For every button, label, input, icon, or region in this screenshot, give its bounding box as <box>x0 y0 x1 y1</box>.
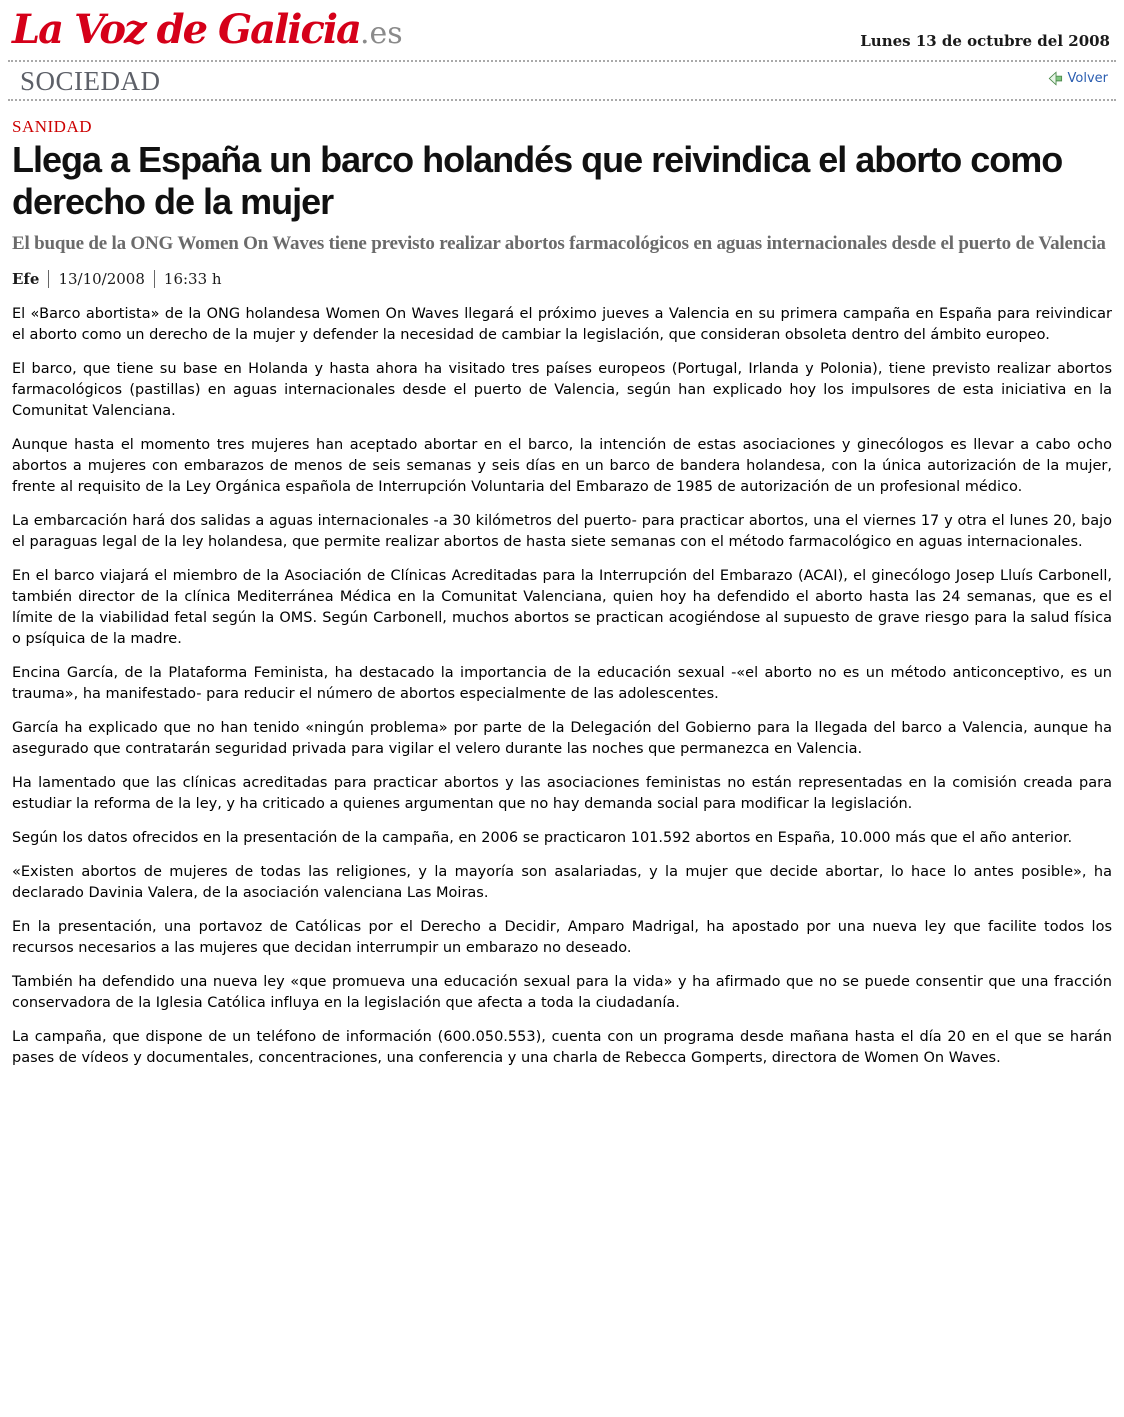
article-paragraph: El barco, que tiene su base en Holanda y hasta ahora ha visitado tres países europeos (Portugal, Irlanda y Polonia), tiene previsto realizar abortos farmacológicos (pastillas) en aguas internacionales desde el puerto de Valencia, según han explicado hoy los impulsores de esta iniciativa en la Comunitat Valenciana. <box>12 360 1112 419</box>
byline-agency: Efe <box>12 269 40 288</box>
article <box>0 101 1124 1069</box>
article-paragraph: Aunque hasta el momento tres mujeres han aceptado abortar en el barco, la intención de estas asociaciones y ginecólogos es llevar a cabo ocho abortos a mujeres con embarazos de menos de seis semanas y seis días en un barco de bandera holandesa, con la única autorización de la mujer, frente al requisito de la Ley Orgánica española de Interrupción Voluntaria del Embarazo de 1985 de autorización de un profesional médico. <box>12 436 1112 495</box>
article-paragraph: En la presentación, una portavoz de Católicas por el Derecho a Decidir, Amparo Madrigal, ha apostado por una nueva ley que facilite todos los recursos necesarios a las mujeres que decidan interrumpir un embarazo no deseado. <box>12 919 1112 957</box>
article-paragraph: Según los datos ofrecidos en la presentación de la campaña, en 2006 se practicaron 101.592 abortos en España, 10.000 más que el año anterior. <box>12 830 1073 846</box>
back-link-label: Volver <box>1067 71 1108 86</box>
site-logo-text: La Voz de Galicia <box>12 6 360 53</box>
article-kicker: SANIDAD <box>12 117 92 136</box>
article-headline: Llega a España un barco holandés que reivindica el aborto como derecho de la mujer <box>12 139 1063 223</box>
article-paragraph: «Existen abortos de mujeres de todas las religiones, y la mayoría son asalariadas, y la mujer que decide abortar, lo hace lo antes posible», ha declarado Davinia Valera, de la asociación valenciana Las Moiras. <box>12 864 1112 902</box>
article-paragraph: El «Barco abortista» de la ONG holandesa Women On Waves llegará el próximo jueves a Valencia en su primera campaña en España para reivindicar el aborto como un derecho de la mujer y defender la necesidad de cambiar la legislación, que consideran obsoleta dentro del ámbito europeo. <box>12 305 1112 343</box>
byline-time: 16:33 h <box>163 269 222 288</box>
back-arrow-icon <box>1048 71 1063 86</box>
article-subtitle: El buque de la ONG Women On Waves tiene previsto realizar abortos farmacológicos en aguas internacionales desde el puerto de Valencia <box>12 232 1106 254</box>
byline-date: 13/10/2008 <box>58 269 145 288</box>
article-paragraph: La embarcación hará dos salidas a aguas internacionales -a 30 kilómetros del puerto- para practicar abortos, una el viernes 17 y otra el lunes 20, bajo el paraguas legal de la ley holandesa, que permite realizar abortos de hasta siete semanas con el método farmacológico en aguas internacionales. <box>12 512 1112 550</box>
article-paragraph: García ha explicado que no han tenido «ningún problema» por parte de la Delegación del Gobierno para la llegada del barco a Valencia, aunque ha asegurado que contratarán seguridad privada para vigilar el velero durante las noches que permanezca en Valencia. <box>12 719 1112 757</box>
back-link[interactable] <box>1048 71 1109 86</box>
article-paragraph: También ha defendido una nueva ley «que promueva una educación sexual para la vida» y ha afirmado que no se puede consentir que una fracción conservadora de la Iglesia Católica influya en la legislación que afecta a toda la ciudadanía. <box>12 974 1112 1012</box>
masthead <box>0 0 1124 60</box>
byline-separator <box>48 270 49 288</box>
article-body <box>12 304 1112 1069</box>
current-date: Lunes 13 de octubre del 2008 <box>860 32 1110 50</box>
section-bar <box>0 62 1124 99</box>
article-paragraph: La campaña, que dispone de un teléfono de información (600.050.553), cuenta con un programa desde mañana hasta el día 20 en el que se harán pases de vídeos y documentales, concentraciones, una conferencia y una charla de Rebecca Gomperts, directora de Women On Waves. <box>12 1029 1112 1067</box>
article-paragraph: Encina García, de la Plataforma Feminista, ha destacado la importancia de la educación sexual -«el aborto no es un método anticonceptivo, es un trauma», ha manifestado- para reducir el número de abortos especialmente de las adolescentes. <box>12 664 1112 702</box>
site-logo[interactable] <box>12 6 403 53</box>
article-paragraph: En el barco viajará el miembro de la Asociación de Clínicas Acreditadas para la Interrupción del Embarazo (ACAI), el ginecólogo Josep Lluís Carbonell, también director de la clínica Mediterránea Médica en la Comunitat Valenciana, quien hoy ha defendido el aborto hasta las 24 semanas, que es el límite de la viabilidad fetal según la OMS. Según Carbonell, muchos abortos se practican acogiéndose al supuesto de grave riesgo para la salud física o psíquica de la madre. <box>12 567 1112 647</box>
byline-separator <box>154 270 155 288</box>
article-paragraph: Ha lamentado que las clínicas acreditadas para practicar abortos y las asociaciones feministas no están representadas en la comisión creada para estudiar la reforma de la ley, y ha criticado a quienes argumentan que no hay demanda social para modificar la legislación. <box>12 774 1112 812</box>
site-logo-suffix: .es <box>359 16 403 51</box>
section-title: SOCIEDAD <box>20 66 161 96</box>
article-byline <box>12 270 1112 288</box>
